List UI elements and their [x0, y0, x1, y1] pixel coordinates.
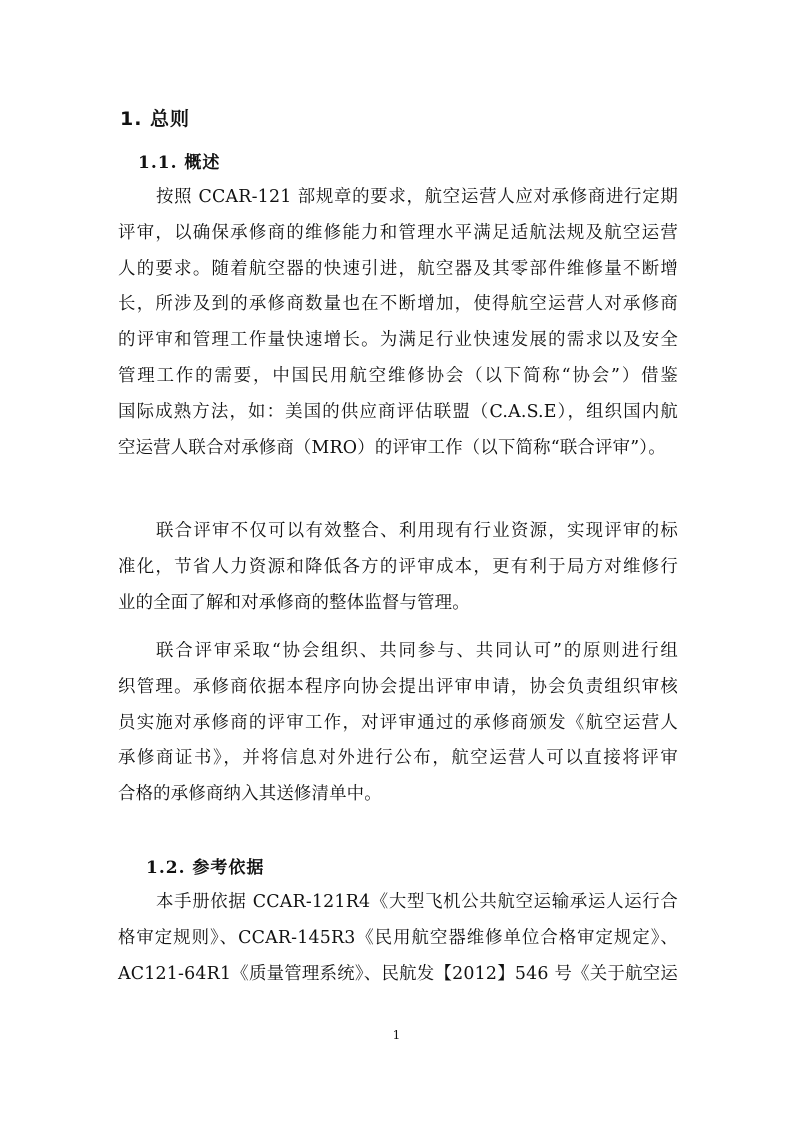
- text-line: 本手册依据 CCAR-121R4《大型飞机公共航空运输承运人运行合: [156, 892, 678, 912]
- text-line: 空运营人联合对承修商（MRO）的评审工作（以下简称“联合评审”）。: [118, 437, 666, 458]
- text-line: 织管理。承修商依据本程序向协会提出评审申请，协会负责组织审核: [118, 676, 678, 697]
- text-line: AC121-64R1《质量管理系统》、民航发【2012】546 号《关于航空运: [118, 963, 678, 984]
- text-line: 国际成熟方法，如：美国的供应商评估联盟（C.A.S.E），组织国内航: [118, 401, 678, 422]
- text-line: 管理工作的需要，中国民用航空维修协会（以下简称“协会”）借鉴: [118, 365, 678, 386]
- text-line: 格审定规则》、CCAR-145R3《民用航空器维修单位合格审定规定》、: [118, 927, 678, 948]
- paragraph-joint-review-principles: [118, 634, 678, 813]
- page-number: 1: [392, 1028, 401, 1042]
- subsection-heading-references: 1.2. 参考依据: [146, 858, 265, 878]
- text-line: 的评审和管理工作量快速增长。为满足行业快速发展的需求以及安全: [118, 330, 678, 351]
- text-line: 员实施对承修商的评审工作，对评审通过的承修商颁发《航空运营人: [118, 712, 678, 733]
- text-line: 合格的承修商纳入其送修清单中。: [118, 784, 382, 805]
- text-line: 长，所涉及到的承修商数量也在不断增加，使得航空运营人对承修商: [118, 294, 678, 315]
- subsection-heading-overview: 1.1. 概述: [138, 153, 221, 173]
- paragraph-references: [118, 885, 678, 992]
- text-line: 承修商证书》，并将信息对外进行公布，航空运营人可以直接将评审: [118, 748, 678, 769]
- text-line: 准化，节省人力资源和降低各方的评审成本，更有利于局方对维修行: [118, 556, 678, 577]
- paragraph-joint-review-benefits: [118, 514, 678, 621]
- text-line: 联合评审采取“协会组织、共同参与、共同认可”的原则进行组: [156, 641, 678, 661]
- text-line: 按照 CCAR-121 部规章的要求，航空运营人应对承修商进行定期: [156, 187, 678, 207]
- text-line: 联合评审不仅可以有效整合、利用现有行业资源，实现评审的标: [156, 521, 678, 541]
- text-line: 人的要求。随着航空器的快速引进，航空器及其零部件维修量不断增: [118, 258, 678, 279]
- section-heading: 1. 总则: [120, 108, 191, 130]
- paragraph-overview: [118, 180, 678, 466]
- text-line: 评审，以确保承修商的维修能力和管理水平满足适航法规及航空运营: [118, 222, 678, 243]
- text-line: 业的全面了解和对承修商的整体监督与管理。: [118, 592, 470, 613]
